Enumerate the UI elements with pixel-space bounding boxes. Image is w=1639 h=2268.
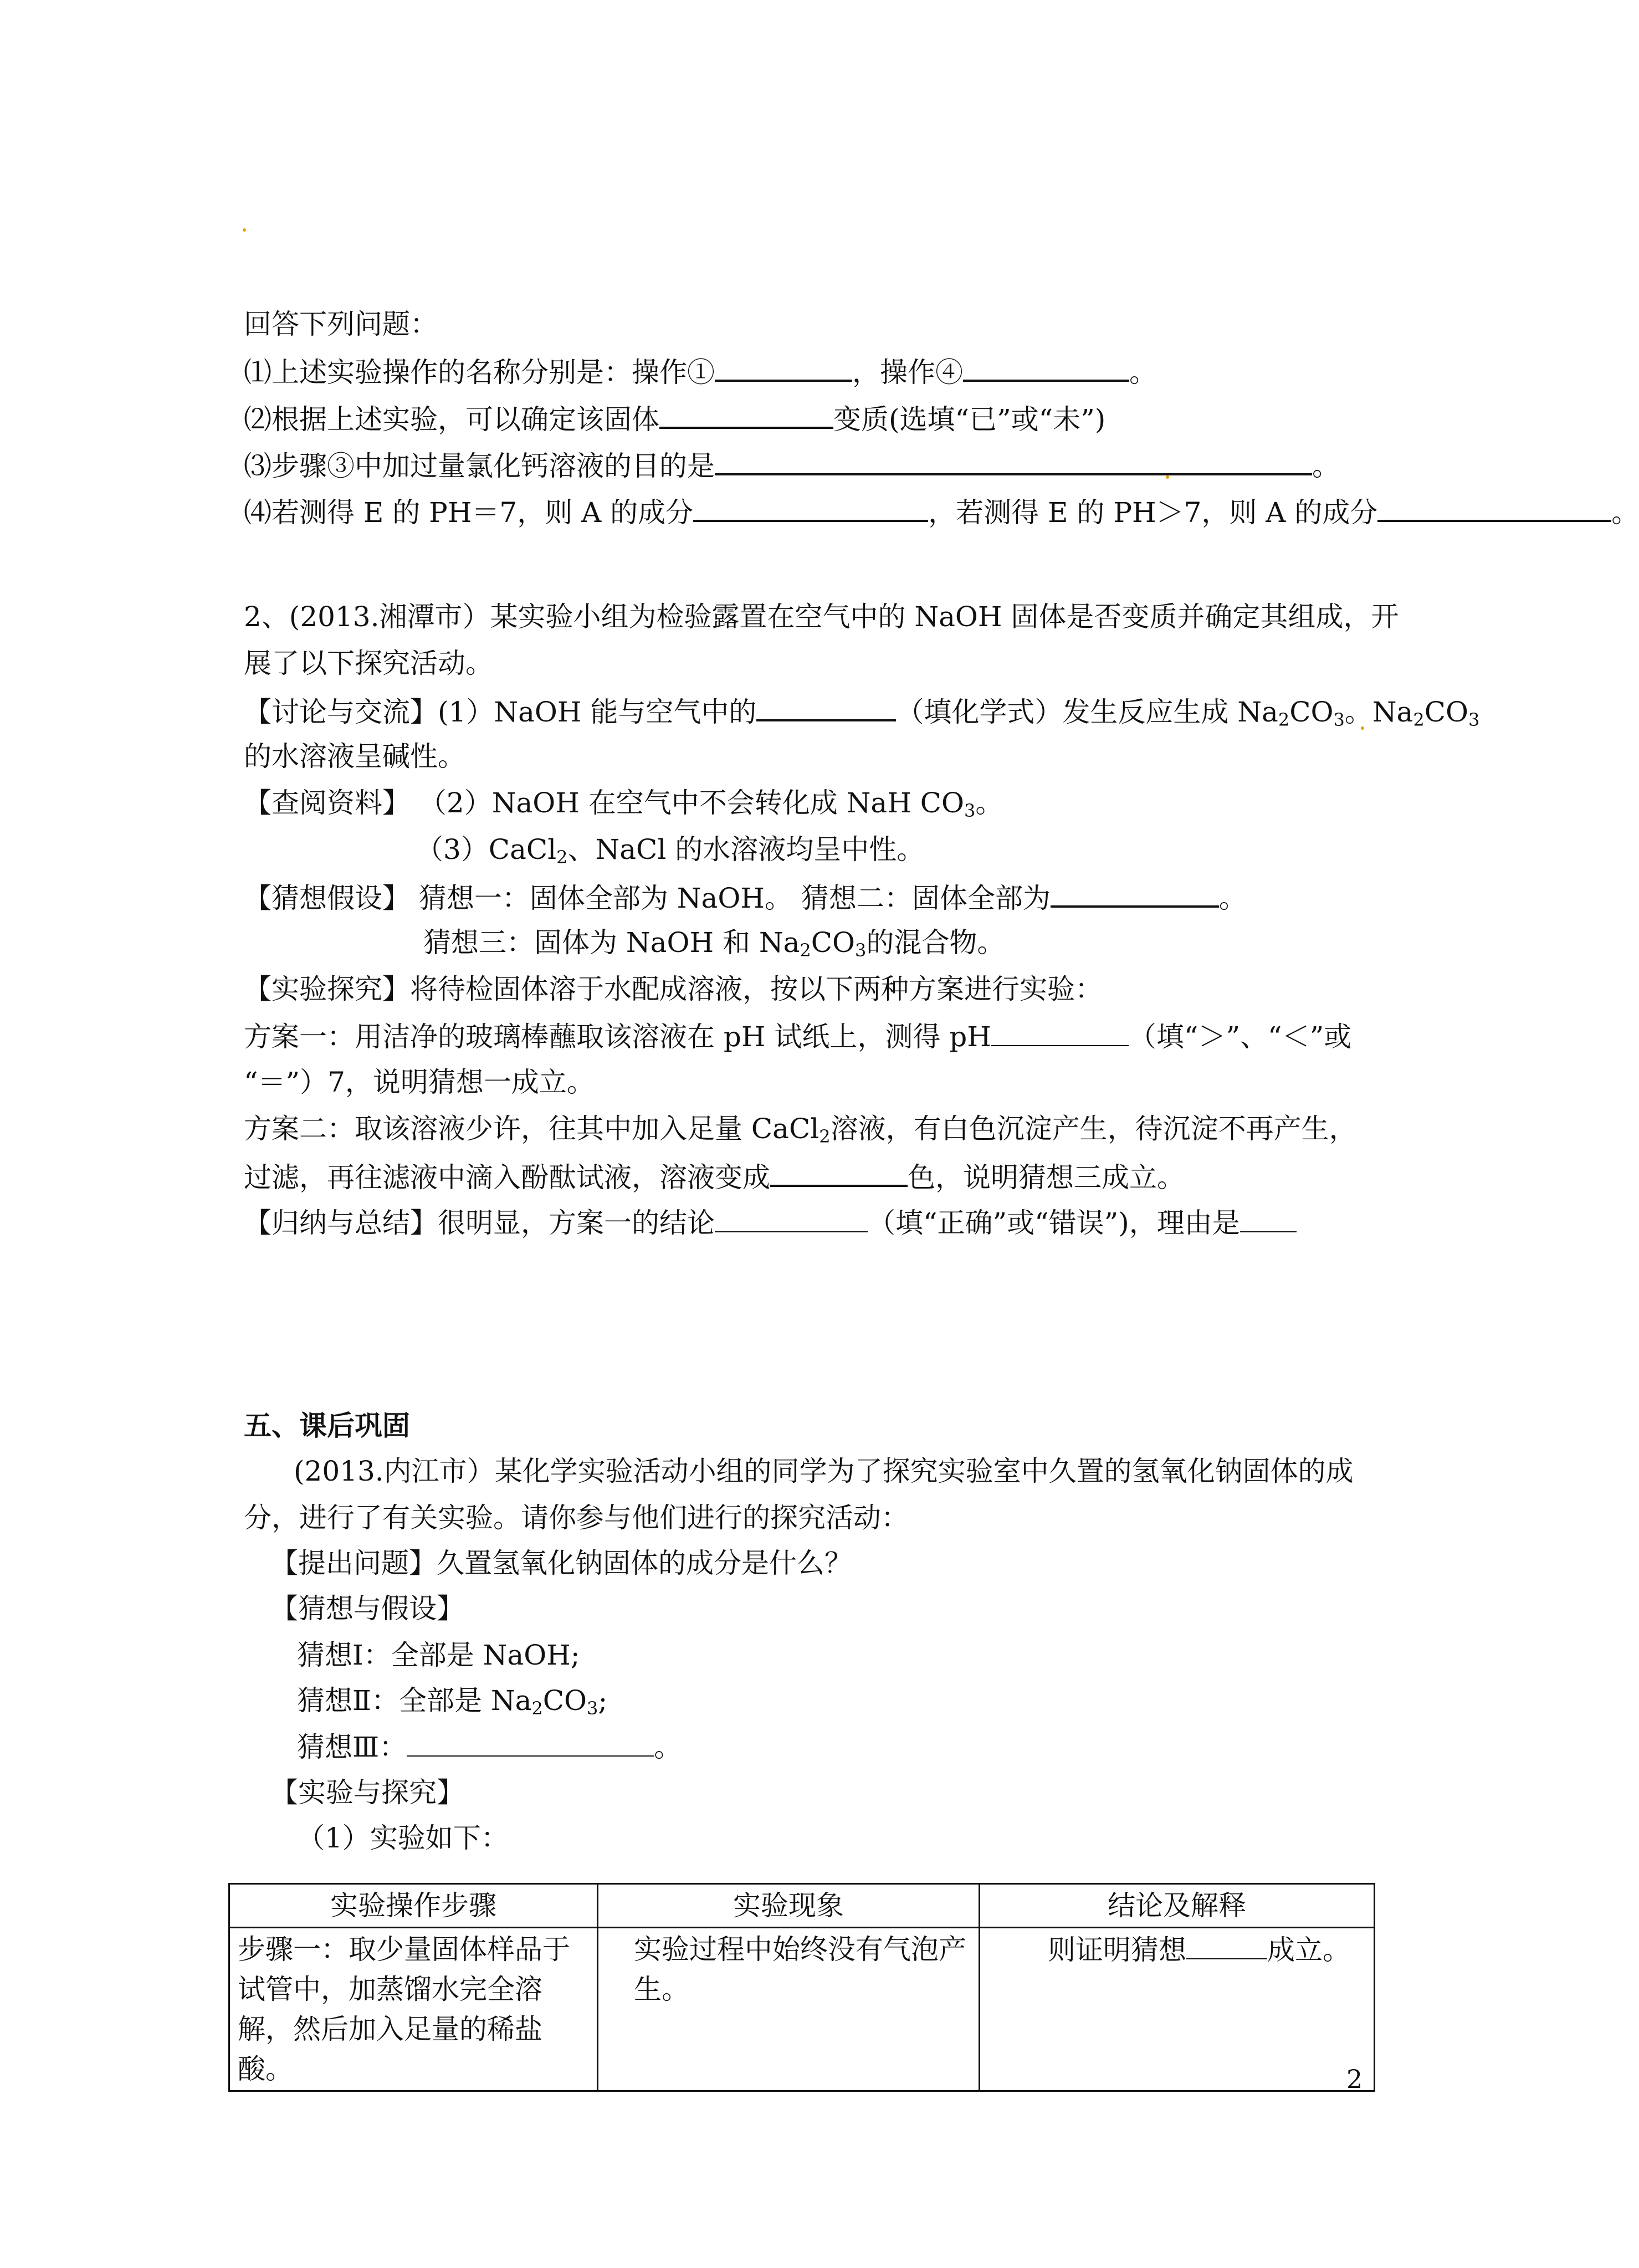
q2-disc-d: 。Na (1344, 696, 1413, 728)
s5-guess-heading: 【猜想与假设】 (270, 1593, 464, 1625)
q2-disc-c: CO (1289, 696, 1334, 728)
s5-g2a: 猜想Ⅱ：全部是 Na (297, 1685, 532, 1717)
subscript: 2 (800, 940, 811, 961)
answer-blank[interactable] (659, 398, 833, 429)
s5-exp-heading: 【实验与探究】 (270, 1776, 464, 1809)
answer-blank[interactable] (407, 1727, 654, 1757)
s5-guess-3 (297, 1727, 682, 1765)
subscript: 3 (587, 1698, 598, 1719)
table-row (229, 1928, 1375, 2091)
answer-blank[interactable] (991, 1016, 1129, 1046)
q2-summary (244, 1202, 1297, 1241)
q2-plan-1 (244, 1016, 1351, 1055)
subscript: 3 (1333, 709, 1345, 730)
table-cell: 步骤一：取少量固体样品于试管中，加蒸馏水完全溶解，然后加入足量的稀盐酸。 (229, 1928, 598, 2091)
q1-line-3 (244, 444, 1340, 483)
q2-disc-a: 【讨论与交流】(1）NaOH 能与空气中的 (244, 696, 757, 728)
q2-plan2d: 色，说明猜想三成立。 (908, 1161, 1185, 1194)
s5-exp-sub: （1）实验如下： (297, 1822, 509, 1854)
q2-plan2c: 过滤，再往滤液中滴入酚酞试液，溶液变成 (244, 1161, 770, 1194)
q2-plan-2-cont (244, 1156, 1185, 1195)
q2-plan2a: 方案二：取该溶液少许，往其中加入足量 CaCl (244, 1113, 820, 1145)
q1-line-4 (244, 491, 1639, 530)
subscript: 3 (855, 940, 867, 961)
q1-intro: 回答下列问题： (244, 308, 438, 340)
table-cell (980, 1928, 1375, 2091)
q2-plan-1-cont: “＝”）7，说明猜想一成立。 (244, 1066, 595, 1098)
q1-l4a: ⑷若测得 E 的 PH＝7，则 A 的成分 (244, 496, 694, 529)
q2-info1: 【查阅资料】 （2）NaOH 在空气中不会转化成 NaH CO (244, 787, 964, 819)
answer-blank[interactable] (715, 444, 1312, 475)
page-number: 2 (1346, 2064, 1363, 2094)
experiment-table (228, 1883, 1375, 2092)
decorative-dot (243, 228, 246, 232)
q1-line-1 (244, 351, 1157, 390)
q1-l1c: 。 (1129, 356, 1157, 388)
s5-t-c3b: 成立。 (1267, 1934, 1350, 1966)
q2-sum-a: 【归纳与总结】很明显，方案一的结论 (244, 1207, 715, 1239)
answer-blank[interactable] (1240, 1202, 1297, 1232)
subscript: 3 (1468, 709, 1480, 730)
q1-l2b: 变质(选填“已”或“未”) (833, 403, 1106, 436)
q2-plan2b: 溶液，有白色沉淀产生，待沉淀不再产生， (830, 1113, 1357, 1145)
answer-blank[interactable] (1377, 491, 1611, 522)
answer-blank[interactable] (770, 1156, 908, 1187)
subscript: 2 (556, 847, 568, 868)
q2-line-2: 展了以下探究活动。 (244, 647, 493, 679)
subscript: 2 (531, 1698, 543, 1719)
q2-sum-b: （填“正确”或“错误”)，理由是 (868, 1207, 1240, 1239)
q2-info-2 (416, 830, 924, 869)
answer-blank[interactable] (1051, 877, 1219, 908)
q2-hyp2c: 的混合物。 (866, 926, 1005, 959)
q2-disc-b: （填化学式）发生反应生成 Na (896, 696, 1278, 728)
q1-l4b: ，若测得 E 的 PH＞7，则 A 的成分 (928, 496, 1378, 529)
s5-paragraph-2: 分，进行了有关实验。请你参与他们进行的探究活动： (244, 1502, 909, 1534)
q1-l4c: 。 (1611, 496, 1639, 529)
q2-discussion-cont: 的水溶液呈碱性。 (244, 740, 465, 772)
q2-info1b: 。 (975, 787, 1003, 819)
q2-experiment: 【实验探究】将待检固体溶于水配成溶液，按以下两种方案进行实验： (244, 973, 1103, 1005)
s5-g2b: CO (542, 1685, 587, 1717)
s5-g2c: ; (598, 1685, 608, 1717)
s5-g3b: 。 (654, 1731, 682, 1763)
answer-blank[interactable] (756, 690, 896, 721)
q2-hyp1a: 【猜想假设】 猜想一：固体全部为 NaOH。 猜想二：固体全部为 (244, 882, 1051, 914)
s5-g3a: 猜想Ⅲ： (297, 1731, 407, 1763)
subscript: 2 (1413, 709, 1425, 730)
q1-line-2 (244, 398, 1105, 437)
q1-l3b: 。 (1312, 450, 1340, 482)
q2-hypothesis-1 (244, 877, 1247, 915)
answer-blank[interactable] (693, 491, 928, 522)
table-header: 实验操作步骤 (229, 1884, 598, 1928)
subscript: 2 (1278, 709, 1290, 730)
s5-question: 【提出问题】久置氢氧化钠固体的成分是什么？ (270, 1547, 852, 1579)
answer-blank[interactable] (1186, 1929, 1267, 1959)
q2-plan-2 (244, 1109, 1357, 1148)
q2-info2b: 、NaCl 的水溶液均呈中性。 (567, 833, 925, 866)
s5-t-c3a: 则证明猜想 (1048, 1934, 1186, 1966)
q2-plan1b: （填“＞”、“＜”或 (1128, 1021, 1352, 1053)
subscript: 2 (819, 1126, 831, 1147)
q2-discussion (244, 690, 1479, 729)
table-header-row (229, 1884, 1375, 1928)
q2-disc-e: CO (1424, 696, 1468, 728)
table-header: 实验现象 (598, 1884, 980, 1928)
answer-blank[interactable] (963, 351, 1129, 382)
table-header: 结论及解释 (980, 1884, 1375, 1928)
s5-paragraph-1: (2013.内江市）某化学实验活动小组的同学为了探究实验室中久置的氢氧化钠固体的成 (294, 1455, 1354, 1487)
q2-info-1 (244, 784, 1003, 822)
q2-plan1a: 方案一：用洁净的玻璃棒蘸取该溶液在 pH 试纸上，测得 pH (244, 1021, 991, 1053)
s5-guess-1: 猜想Ⅰ：全部是 NaOH; (297, 1639, 580, 1671)
q2-hyp1b: 。 (1218, 882, 1247, 914)
q2-hyp2b: CO (811, 926, 856, 959)
q2-line-1: 2、(2013.湘潭市）某实验小组为检验露置在空气中的 NaOH 固体是否变质并确定其组成，开 (244, 601, 1399, 633)
q2-hyp2a: 猜想三：固体为 NaOH 和 Na (423, 926, 800, 959)
answer-blank[interactable] (715, 1202, 868, 1232)
table-cell: 实验过程中始终没有气泡产生。 (598, 1928, 980, 2091)
s5-guess-2 (297, 1681, 607, 1720)
q1-l1a: ⑴上述实验操作的名称分别是：操作① (244, 356, 715, 388)
q1-l3a: ⑶步骤③中加过量氯化钙溶液的目的是 (244, 450, 715, 482)
subscript: 3 (964, 800, 976, 821)
section-heading: 五、课后巩固 (244, 1409, 410, 1442)
q1-l2a: ⑵根据上述实验，可以确定该固体 (244, 403, 659, 436)
answer-blank[interactable] (715, 351, 852, 382)
q1-l1b: ，操作④ (852, 356, 963, 388)
q2-info2a: （3）CaCl (416, 833, 557, 866)
q2-hypothesis-2 (423, 923, 1005, 962)
